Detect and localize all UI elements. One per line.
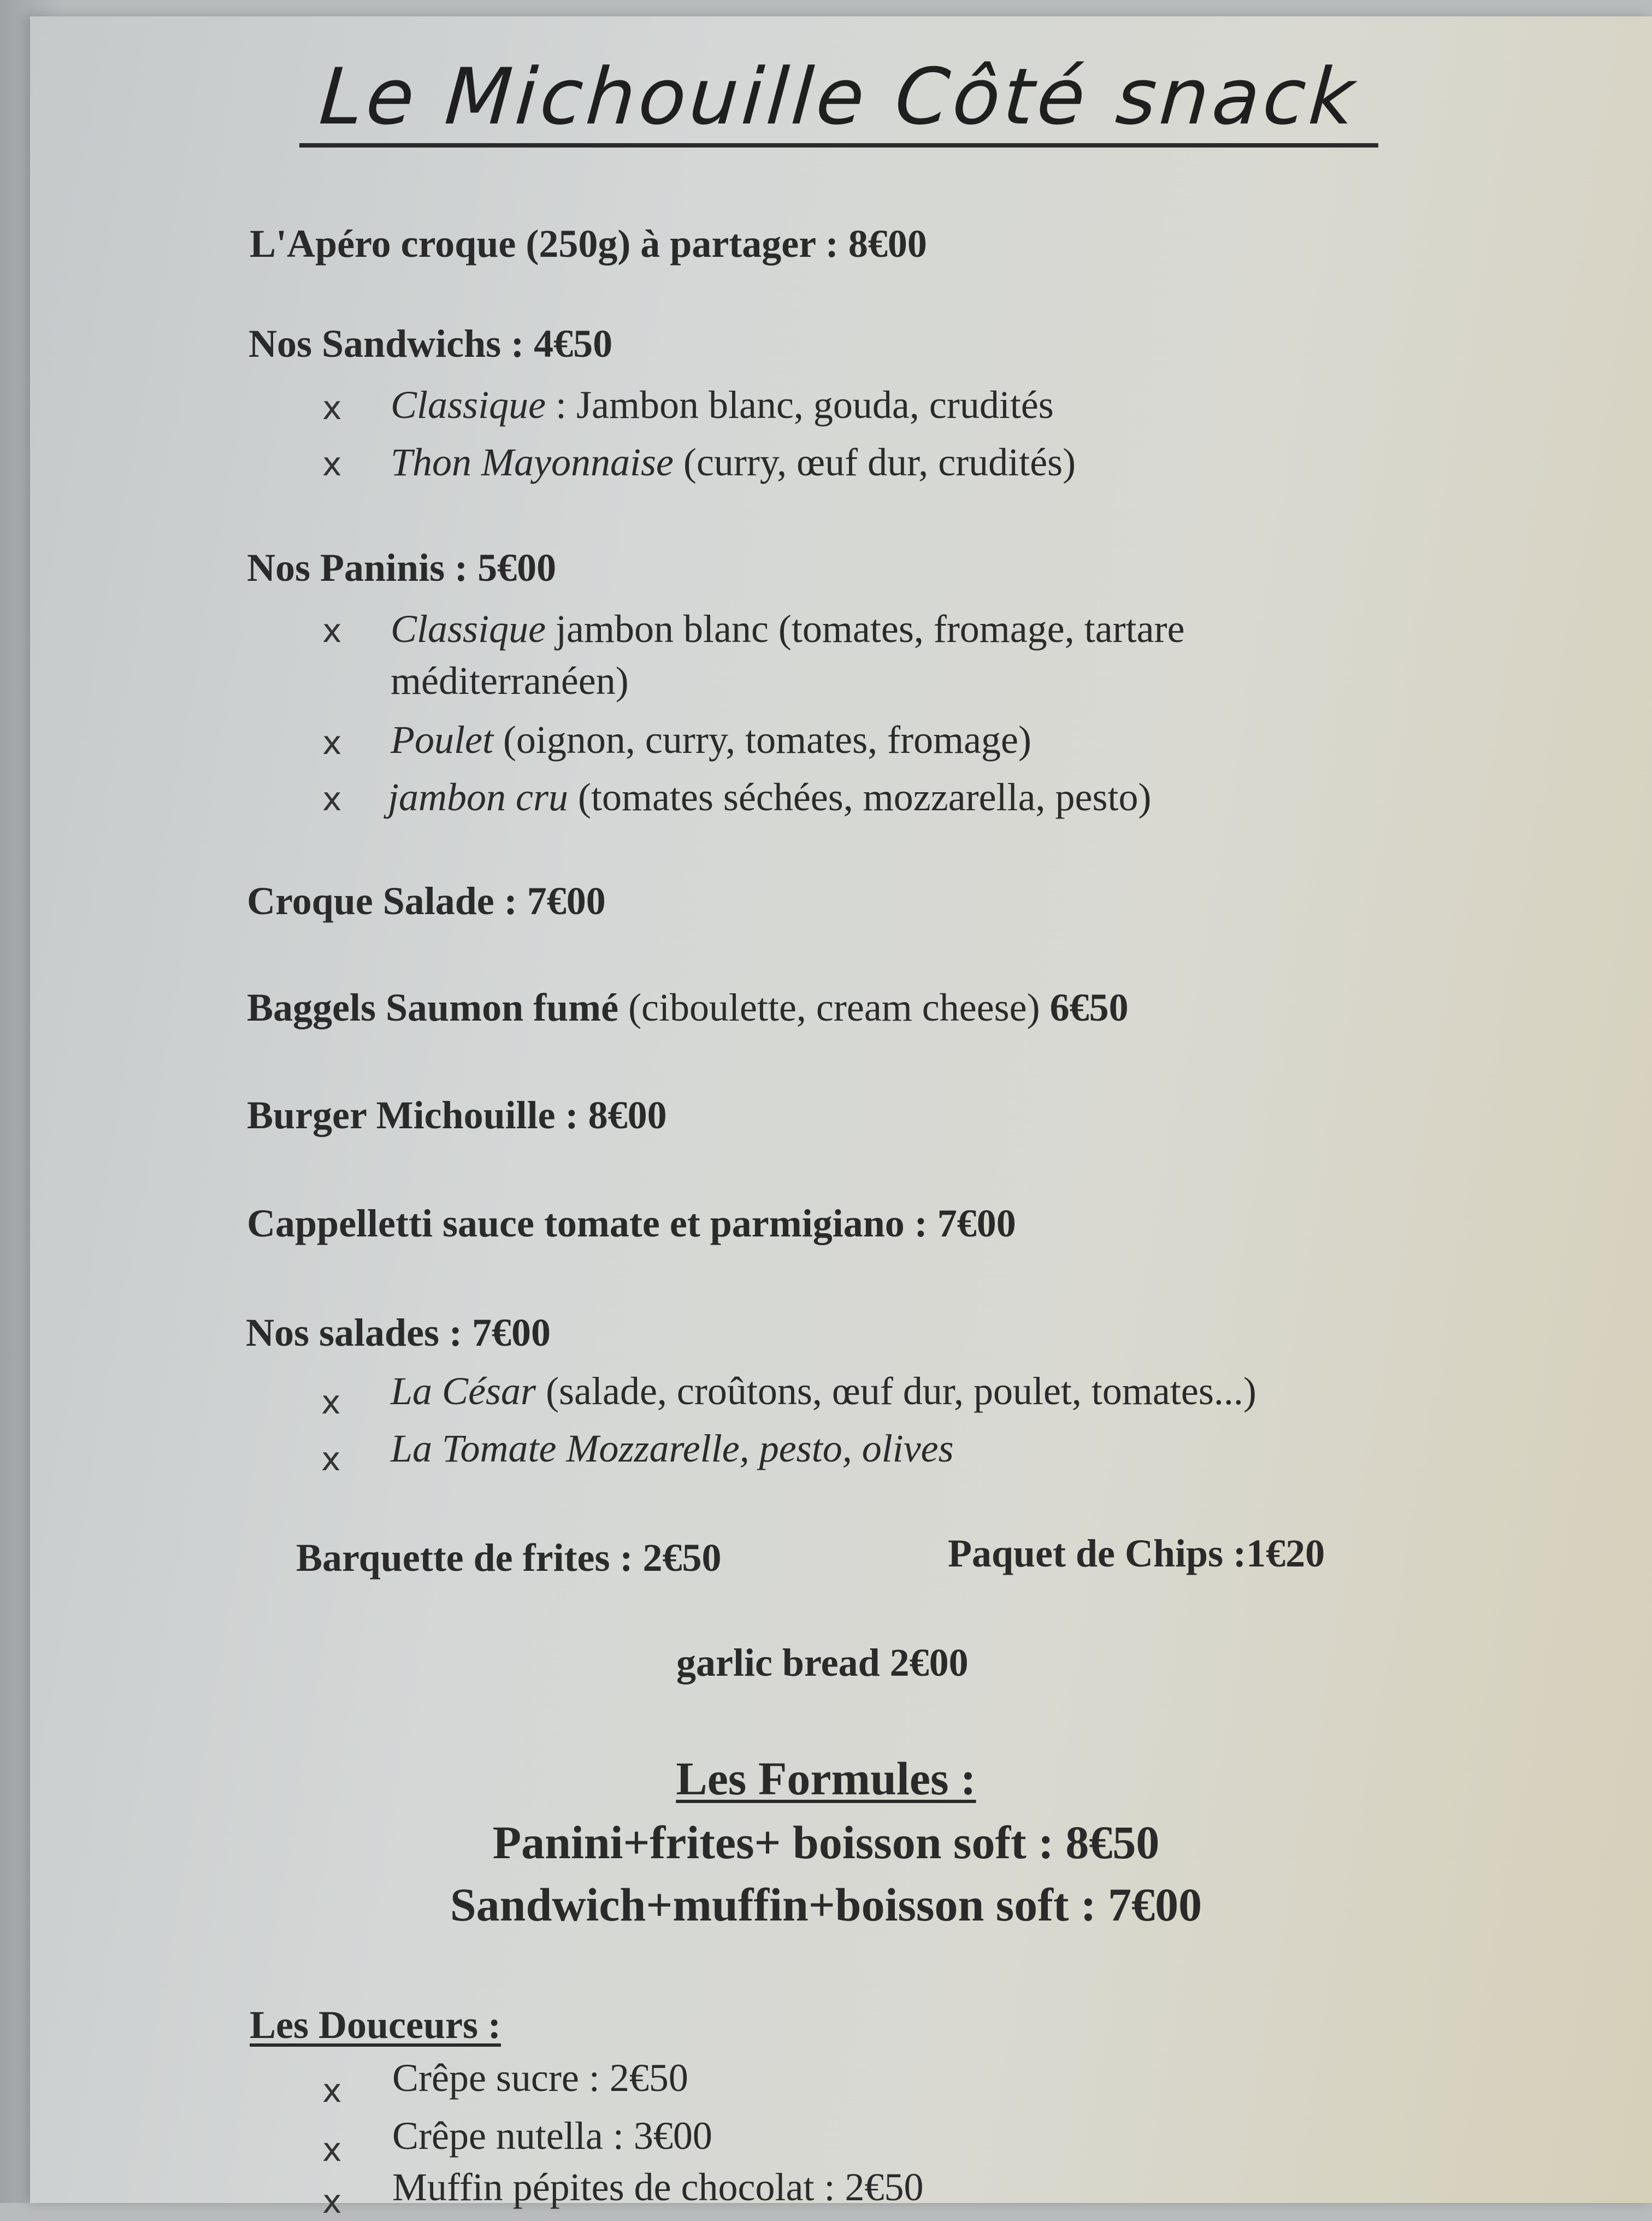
bullet-icon: x [322, 2183, 342, 2221]
salade-item [391, 1369, 1256, 1414]
item-name: Thon Mayonnaise [391, 440, 674, 484]
menu-title: Le Michouille Côté snack [316, 52, 1361, 142]
bullet-icon: x [321, 1440, 341, 1478]
douceur-item: Muffin pépites de chocolat : 2€50 [392, 2165, 924, 2209]
bullet-icon: x [322, 445, 342, 484]
douceur-item: Crêpe nutella : 3€00 [392, 2114, 712, 2158]
panini-item [391, 606, 1185, 652]
item-desc: (ciboulette, cream cheese) [618, 986, 1050, 1029]
panini-item [388, 775, 1152, 820]
item-desc: jambon blanc (tomates, fromage, tartare [546, 607, 1185, 651]
formules-heading: Les Formules : [676, 1752, 976, 1805]
chips-line: Paquet de Chips :1€20 [948, 1531, 1325, 1575]
baggels-line [247, 985, 1129, 1030]
sandwich-item [391, 440, 1076, 485]
title-underline [299, 143, 1378, 148]
bullet-icon: x [321, 1383, 341, 1422]
croque-salade-line: Croque Salade : 7€00 [247, 879, 606, 923]
item-price: 6€50 [1049, 986, 1129, 1029]
bullet-icon: x [322, 2072, 342, 2110]
bullet-icon: x [322, 612, 342, 650]
apero-line: L'Apéro croque (250g) à partager : 8€00 [250, 222, 927, 266]
item-desc: (curry, œuf dur, crudités) [673, 440, 1076, 484]
sandwich-item [391, 382, 1054, 428]
panini-item [391, 717, 1031, 763]
paninis-heading: Nos Paninis : 5€00 [247, 546, 557, 590]
douceur-item: Crêpe sucre : 2€50 [392, 2056, 688, 2100]
item-desc: (oignon, curry, tomates, fromage) [493, 718, 1031, 762]
item-name: Poulet [391, 718, 493, 762]
salade-item [391, 1426, 954, 1471]
panini-item-continued: méditerranéen) [391, 659, 629, 703]
item-price: : 8€00 [555, 1093, 667, 1137]
formule-item: Panini+frites+ boisson soft : 8€50 [492, 1816, 1160, 1869]
item-desc: (tomates séchées, mozzarella, pesto) [568, 775, 1152, 819]
item-name: Baggels Saumon fumé [247, 986, 619, 1029]
bullet-icon: x [322, 724, 342, 762]
douceurs-heading: Les Douceurs : [250, 2003, 501, 2047]
garlic-bread-line: garlic bread 2€00 [676, 1641, 969, 1684]
item-name: Classique [391, 607, 546, 651]
formule-item: Sandwich+muffin+boisson soft : 7€00 [450, 1878, 1202, 1931]
burger-line [247, 1093, 667, 1138]
item-name: Burger Michouille [247, 1093, 556, 1137]
bullet-icon: x [322, 780, 342, 818]
item-name: jambon cru [388, 775, 568, 819]
item-name: La César [391, 1369, 536, 1413]
item-name: La Tomate Mozzarelle, pesto, olives [391, 1427, 954, 1470]
bullet-icon: x [322, 2131, 342, 2169]
salades-heading: Nos salades : 7€00 [246, 1311, 551, 1354]
item-name: Classique [391, 383, 546, 427]
sandwiches-heading: Nos Sandwichs : 4€50 [249, 322, 613, 366]
item-desc: : Jambon blanc, gouda, crudités [546, 383, 1054, 427]
cappelletti-line: Cappelletti sauce tomate et parmigiano : 7€00 [247, 1201, 1016, 1245]
bullet-icon: x [322, 389, 342, 427]
frites-line: Barquette de frites : 2€50 [296, 1536, 722, 1580]
item-desc: (salade, croûtons, œuf dur, poulet, tomates...) [536, 1369, 1256, 1413]
